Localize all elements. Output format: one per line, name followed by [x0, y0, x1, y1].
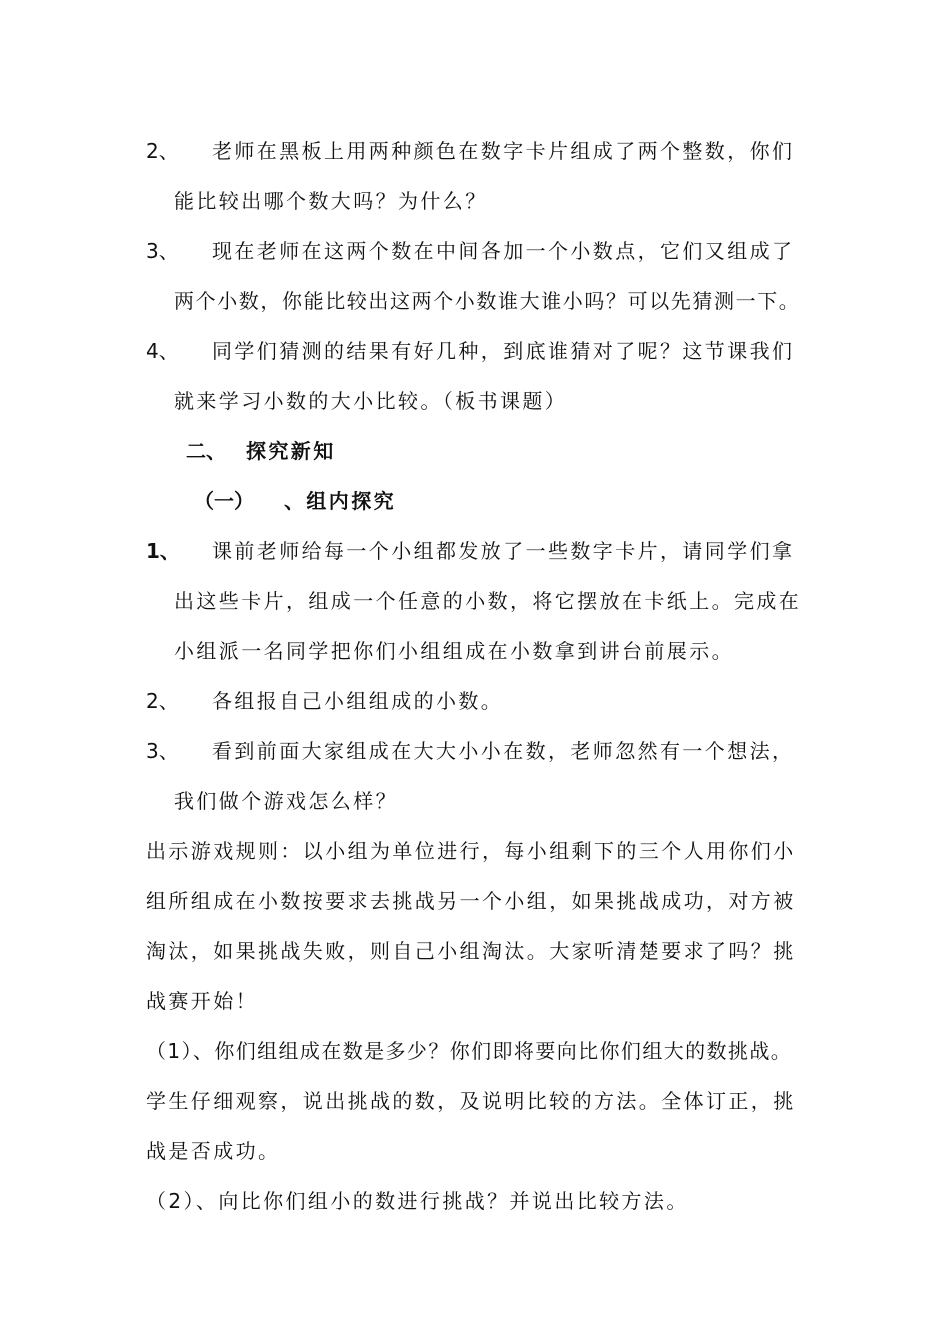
paragraph-line: 学生仔细观察，说出挑战的数，及说明比较的方法。全体订正，挑 — [146, 1089, 796, 1113]
section-title: 探究新知 — [246, 439, 336, 463]
item-number: 2、 — [146, 139, 179, 163]
item-text-line: 课前老师给每一个小组都发放了一些数字卡片，请同学们拿 — [212, 539, 795, 563]
paragraph-line: （2）、向比你们组小的数进行挑战？并说出比较方法。 — [146, 1189, 689, 1213]
item-number: 4、 — [146, 339, 179, 363]
item-text-line: 老师在黑板上用两种颜色在数字卡片组成了两个整数，你们 — [212, 139, 795, 163]
item-text-line: 小组派一名同学把你们小组组成在小数拿到讲台前展示。 — [174, 639, 734, 663]
item-text-line: 看到前面大家组成在大大小小在数，老师忽然有一个想法， — [212, 739, 795, 763]
paragraph-line: 组所组成在小数按要求去挑战另一个小组，如果挑战成功，对方被 — [146, 889, 796, 913]
item-text-line: 我们做个游戏怎么样？ — [174, 789, 398, 813]
item-text-line: 出这些卡片，组成一个任意的小数，将它摆放在卡纸上。完成在 — [174, 589, 802, 613]
paragraph-line: 出示游戏规则：以小组为单位进行，每小组剩下的三个人用你们小 — [146, 839, 796, 863]
item-text-line: 各组报自己小组组成的小数。 — [212, 689, 504, 713]
item-text-line: 两个小数，你能比较出这两个小数谁大谁小吗？可以先猜测一下。 — [174, 289, 801, 313]
item-text-line: 就来学习小数的大小比较。（板书课题） — [174, 389, 568, 413]
item-text-line: 同学们猜测的结果有好几种，到底谁猜对了呢？这节课我们 — [212, 339, 795, 363]
paragraph-line: 战赛开始！ — [146, 989, 258, 1013]
item-number: 1、 — [146, 539, 180, 563]
section-number: 二、 — [186, 439, 226, 463]
paragraph-line: 淘汰，如果挑战失败，则自己小组淘汰。大家听清楚要求了吗？挑 — [146, 939, 796, 963]
item-number: 2、 — [146, 689, 179, 713]
paragraph-line: 战是否成功。 — [146, 1139, 281, 1163]
item-text-line: 能比较出哪个数大吗？为什么？ — [174, 189, 488, 213]
paragraph-line: （1）、你们组组成在数是多少？你们即将要向比你们组大的数挑战。 — [146, 1039, 793, 1063]
subsection-number: （一） — [194, 489, 254, 513]
item-number: 3、 — [146, 739, 179, 763]
subsection-title: 、组内探究 — [284, 489, 396, 513]
item-text-line: 现在老师在这两个数在中间各加一个小数点，它们又组成了 — [212, 239, 795, 263]
item-number: 3、 — [146, 239, 179, 263]
